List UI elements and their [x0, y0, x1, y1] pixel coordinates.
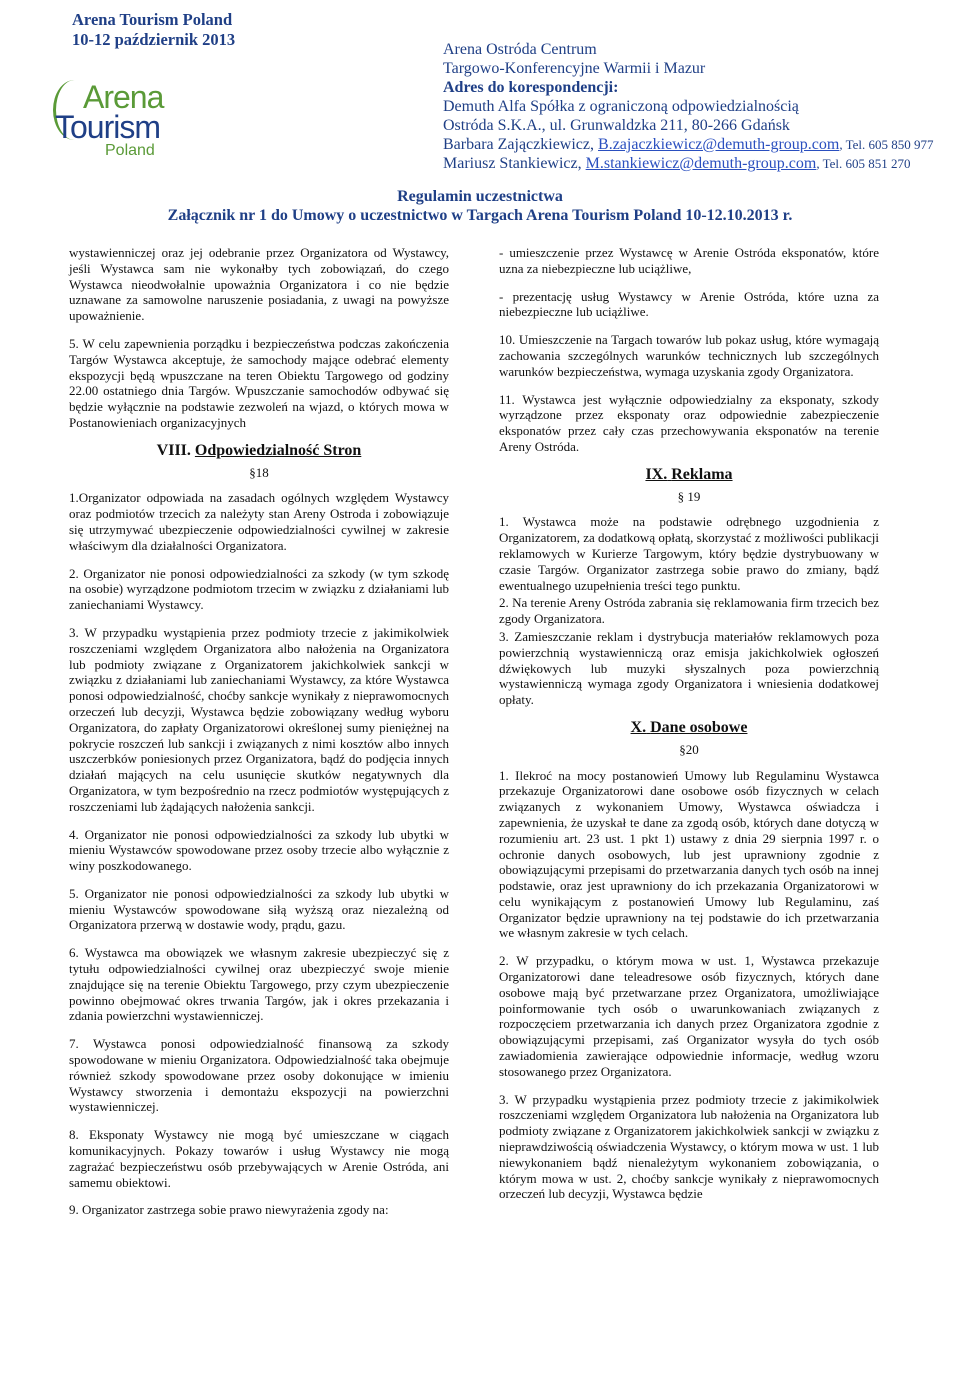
paragraph: 5. Organizator nie ponosi odpowiedzialności za szkody lub ubytki w mieniu Wystawców spowodowane siłą wyższą oraz niezależną od Organizatora przerwą w dostawie wody, prądu, gazu.	[69, 885, 449, 933]
paragraph: 3. Zamieszczanie reklam i dystrybucja materiałów reklamowych poza powierzchnią wystawienniczą oraz emisja jakichkolwiek ogłoszeń dźwiękowych lub muzyki słyszalnych poza powierzchnią wystawienniczą wymaga zgody Organizatora i wniesienia dodatkowej opłaty.	[499, 628, 879, 708]
paragraph: 2. Organizator nie ponosi odpowiedzialności za szkody (w tym szkodę na osobie) wyrządzone podmiotom trzecim w związku z działaniami lub zaniechaniami Wystawcy.	[69, 565, 449, 613]
company-address: Ostróda S.K.A., ul. Grunwaldzka 211, 80-266 Gdańsk	[443, 117, 790, 134]
venue-contact-block	[443, 40, 943, 173]
section-paragraph-mark: §20	[679, 741, 699, 757]
paragraph: 1. Wystawca może na podstawie odrębnego uzgodnienia z Organizatorem, za dodatkową opłatą, skorzystać z możliwości publikacji reklamowych w Kurierze Targowym, który będzie dystrybuowany w czasie Targów. Organizator zastrzega sobie prawo do zmiany, bądź ewentualnego uzupełnienia treści tego punktu.	[499, 514, 879, 593]
logo-word-tourism: Tourism	[55, 109, 161, 145]
paragraph: - prezentację usług Wystawcy w Arenie Ostróda, które uzna za niebezpieczne lub uciążliwe.	[499, 288, 879, 320]
section-heading-viii: VIII. Odpowiedzialność Stron	[156, 441, 362, 459]
logo-word-poland: Poland	[105, 142, 155, 159]
event-header	[72, 10, 372, 50]
right-column	[499, 245, 879, 1214]
paragraph: 7. Wystawca ponosi odpowiedzialność finansową za szkody spowodowane w mieniu Organizatora. Odpowiedzialność taka obejmuje również szkody spowodowane przez osoby dokonujące w imieniu Wystawcy stworzenia i demontażu ekspozycji na powierzchni wystawienniczej.	[69, 1036, 449, 1115]
paragraph: 6. Wystawca ma obowiązek we własnym zakresie ubezpieczyć się z tytułu odpowiedzialności cywilnej oraz ubezpieczyć swoje mienie znajdujące się na terenie Obiektu Targowego, przy czym ubezpieczenie powinno obejmować okres trwania Targów, jak i okres przekazania i zdania powierzchni wystawienniczej.	[69, 945, 449, 1024]
section-heading-x: X. Dane osobowe	[630, 718, 748, 736]
document-title: Regulamin uczestnictwa	[397, 188, 563, 205]
paragraph: wystawienniczej oraz jej odebranie przez Organizatora od Wystawcy, jeśli Wystawca sam nie wykonałby tych zobowiązań, do czego Wystawca nieodwołalnie upoważnia Organizatora i co nie będzie uznawane za samowolne naruszenie posiadania, z uwagi na powyższe upoważnienie.	[69, 245, 449, 324]
paragraph: 3. W przypadku wystąpienia przez podmioty trzecie z jakimikolwiek roszczeniami względem Organizatora lub nałożenia na Organizatora lub podmioty związane z Organizatorem jakichkolwiek sankcji w związku z nieprawdziwością oświadczenia Wystawcy, o którym mowa w ust. 1 lub niewykonaniem bądź nienależytym wykonaniem zobowiązania, o którym mowa w ust. 2, choćby sankcje wynikały z nieprawomocnych orzeczeń lub decyzji, Wystawca będzie	[499, 1091, 879, 1202]
venue-line-2: Targowo-Konferencyjne Warmii i Mazur	[443, 60, 706, 77]
paragraph: - umieszczenie przez Wystawcę w Arenie Ostróda eksponatów, które uzna za niebezpieczne lub uciążliwe,	[499, 245, 879, 276]
section-paragraph-mark: §18	[249, 464, 269, 480]
document-titles	[0, 187, 960, 226]
paragraph: 4. Organizator nie ponosi odpowiedzialności za szkody lub ubytki w mieniu Wystawców spowodowane przez osoby trzecie albo wyłącznie z winy poszkodowanego.	[69, 826, 449, 874]
contact-1-email-link[interactable]: B.zajaczkiewicz@demuth-group.com	[598, 136, 840, 153]
section-heading-ix: IX. Reklama	[645, 465, 733, 483]
paragraph: 9. Organizator zastrzega sobie prawo niewyrażenia zgody na:	[69, 1202, 389, 1218]
contact-1: Barbara Zajączkiewicz, B.zajaczkiewicz@demuth-group.com, Tel. 605 850 977	[443, 136, 934, 153]
contact-2-email-link[interactable]: M.stankiewicz@demuth-group.com	[585, 155, 817, 172]
paragraph: 2. Na terenie Areny Ostróda zabrania się reklamowania firm trzecich bez zgody Organizatora.	[499, 595, 879, 627]
document-subtitle: Załącznik nr 1 do Umowy o uczestnictwo w Targach Arena Tourism Poland 10-12.10.2013 r.	[167, 207, 793, 224]
logo-word-arena: Arena	[83, 79, 164, 115]
paragraph: 3. W przypadku wystąpienia przez podmioty trzecie z jakimikolwiek roszczeniami względem Organizatora albo nałożenia na Organizatora lub podmioty związane z Organizatorem jakichkolwiek sankcji w związku z działaniami lub zaniechaniami Wystawcy, za które Wystawca ponosi odpowiedzialność, choćby sankcje wynikały z nieprawomocnych orzeczeń lub decyzji, Wystawca będzie zobowiązany według wyboru Organizatora, do zapłaty Organizatorowi określonej sumy pieniężnej na pokrycie roszczeń lub sankcji i związanych z nimi kosztów albo innych uszczerbków poniesionych przez Organizatora, bądź do podjęcia innych działań mających na celu usunięcie skutków negatywnych dla Organizatora, w tym bezpośrednio na rzecz podmiotów występujących z roszczeniami lub żądających nałożenia sankcji.	[69, 624, 449, 814]
paragraph: 10. Umieszczenie na Targach towarów lub pokaz usług, które wymagają zachowania szczególnych warunków technicznych lub szczególnych warunków bezpieczeństwa, wymaga uzyskania zgody Organizatora.	[499, 332, 879, 379]
event-dates: 10-12 październik 2013	[72, 30, 236, 49]
paragraph: 8. Eksponaty Wystawcy nie mogą być umieszczane w ciągach komunikacyjnych. Pokazy towarów i usług Wystawcy nie mogą zagrażać bezpieczeństwu osób przebywających w Arenie Ostróda, ani samemu obiektowi.	[69, 1127, 449, 1190]
section-paragraph-mark: § 19	[677, 488, 701, 504]
arena-tourism-logo	[55, 80, 190, 165]
event-name: Arena Tourism Poland	[72, 10, 233, 29]
contact-2: Mariusz Stankiewicz, M.stankiewicz@demuth-group.com, Tel. 605 851 270	[443, 155, 911, 172]
company-name: Demuth Alfa Spółka z ograniczoną odpowiedzialnością	[443, 98, 799, 115]
correspondence-label: Adres do korespondencji:	[443, 79, 619, 96]
paragraph: 1. Ilekroć na mocy postanowień Umowy lub Regulaminu Wystawca przekazuje Organizatorowi dane osobowe osób fizycznych w celach związanych z wykonaniem Umowy, Wystawca oświadcza i zapewnienia, że uzyskał te dane za zgodą osób, których dane dotyczą w rozumieniu art. 23 ust. 1 pkt 1) ustawy z dnia 29 sierpnia 1997 r. o ochronie danych osobowych, lub jest uprawniony zgodnie z obowiązującymi przepisami do przetwarzania danych tych osób na innej podstawie, oraz jest uprawniony do ich przekazania Organizatorowi w celu wynikającym z postanowień Umowy lub Regulaminu, zaś Organizator będzie uprawniony na tej podstawie do ich przetwarzania we własnym zakresie w tych celach.	[499, 767, 879, 941]
left-column	[69, 245, 449, 1230]
paragraph: 5. W celu zapewnienia porządku i bezpieczeństwa podczas zakończenia Targów Wystawca akceptuje, że samochody mające odebrać elementy ekspozycji będą wpuszczane na teren Obiektu Targowego od godziny 22.00 ostatniego dnia Targów. Wpuszczanie samochodów odbywać się będzie wyłącznie na podstawie zezwoleń na wjazd, o których mowa w Postanowieniach organizacyjnych	[69, 335, 449, 430]
paragraph: 2. W przypadku, o którym mowa w ust. 1, Wystawca przekazuje Organizatorowi dane teleadresowe osób fizycznych, których dane osobowe mają być przetwarzane przez Organizatora, umożliwiające poinformowanie tych osób o uwarunkowaniach związanych z rozpoczęciem przetwarzania ich danych przez Organizatora zgodnie z obowiązującymi przepisami, zaś Organizator wysyła do tych osób zawiadomienia zawierające odpowiednie informacje, według wzoru stosowanego przez Organizatora.	[499, 953, 879, 1079]
venue-line-1: Arena Ostróda Centrum	[443, 41, 597, 58]
paragraph: 11. Wystawca jest wyłącznie odpowiedzialny za eksponaty, szkody wyrządzone przez eksponaty oraz odpowiednie zabezpieczenie eksponatów przez cały czas przechowywania eksponatów na terenie Areny Ostróda.	[499, 391, 879, 454]
paragraph: 1.Organizator odpowiada na zasadach ogólnych względem Wystawcy oraz podmiotów trzecich za należyty stan Areny Ostroda i zobowiązuje się utrzymywać ubezpieczenie odpowiedzialności cywilnej w zakresie właściwym dla działalności Organizatora.	[69, 490, 449, 553]
